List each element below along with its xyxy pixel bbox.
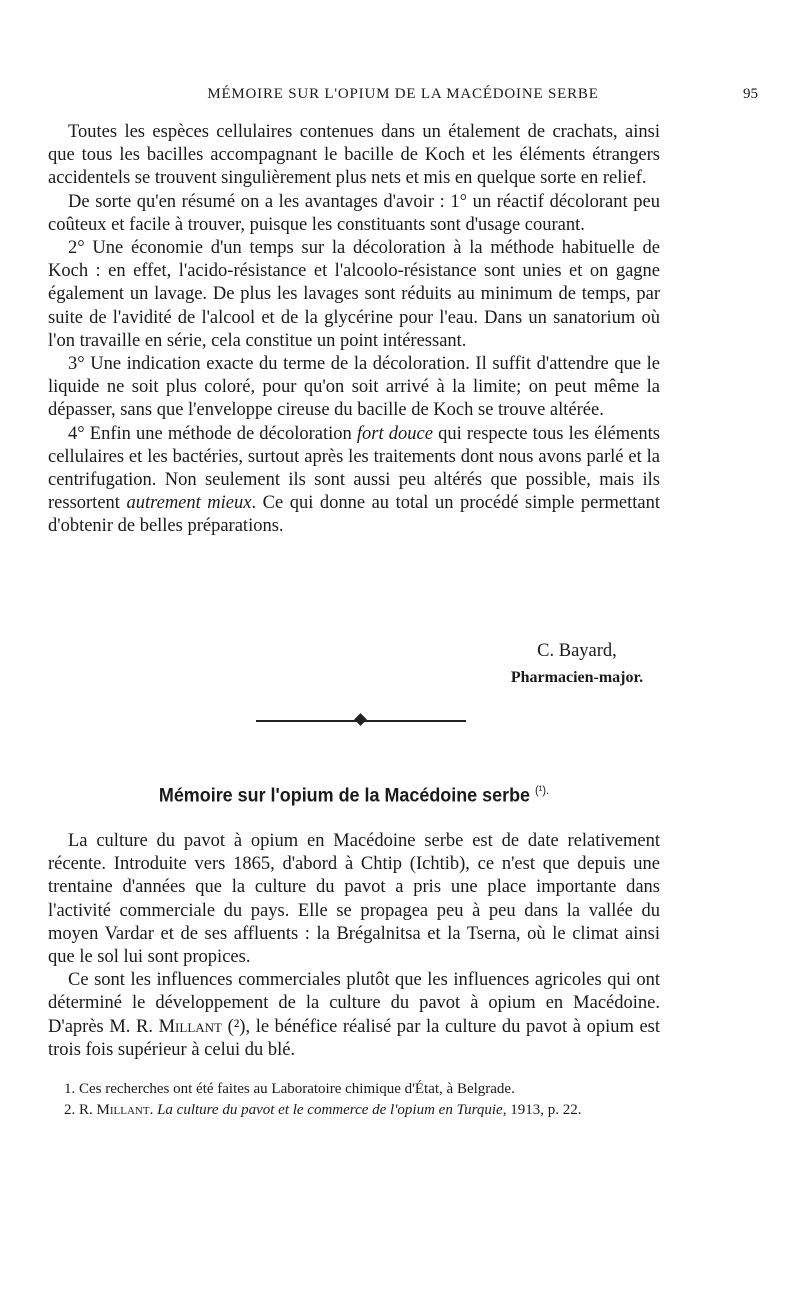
footnote-2 [48,1100,660,1121]
paragraph: 3° Une indication exacte du terme de la décoloration. Il suffit d'attendre que le liquide ne soit plus coloré, pour qu'on soit arrivé à la limite; on peut même la dépasser, sans que l'enveloppe cireuse du bacille de Koch se trouve altérée. [48,354,660,421]
text-run: 4° Enfin une méthode de décoloration [68,423,357,444]
paragraph [48,969,660,1062]
paragraph: 2° Une économie d'un temps sur la décoloration à la méthode habituelle de Koch : en effet, l'acido-résistance et l'alcoolo-résistance sont unies et on gagne également un lavage. De plus les lavages sont réduits au minimum de temps, par suite de l'avidité de l'alcool et de la glycérine pour l'eau. Dans un sanatorium où l'on travaille en série, cela constitue un point intéressant. [48,238,660,351]
footnotes [48,1079,660,1121]
footnote-1: 1. Ces recherches ont été faites au Laboratoire chimique d'État, à Belgrade. [64,1081,515,1097]
running-header [48,86,758,110]
article-title-text: Mémoire sur l'opium de la Macédoine serbe [158,784,531,807]
text-run: 2. R. [64,1102,97,1118]
paragraph: La culture du pavot à opium en Macédoine serbe est de date relativement récente. Introduite vers 1865, d'abord à Chtip (Ichtib), ce n'est que depuis une trentaine d'années que la culture du pavot a pris une place importante dans l'activité commerciale du pays. Elle se propagea peu à peu dans la vallée du moyen Vardar et de ses affluents : la Brégalnitsa et la Tserna, où le climat ainsi que le sol lui sont propices. [48,831,660,968]
body-section-1 [48,121,660,539]
signature-title: Pharmacien-major. [510,669,644,686]
body-section-2 [48,830,660,1062]
page-number: 95 [743,86,758,102]
text-run: . [149,1102,158,1118]
author-name: Millant [158,1016,222,1037]
text-run: qui respecte tous les éléments cellulaires et les bactéries, surtout après les traitements dont nous avons parlé et la centrifugation. Non seulement ils sont aussi peu altérés que possible, mais ils ressortent [48,423,661,514]
diamond-ornament-icon [354,713,367,726]
paragraph: Toutes les espèces cellulaires contenues dans un étalement de crachats, ainsi que tous les bacilles accompagnant le bacille de Koch et les éléments étrangers accidentels se trouvent singulièrement plus nets et mis en quelque sorte en relief. [48,122,660,189]
text-run: , 1913, p. 22. [502,1102,582,1118]
section-divider [256,711,466,731]
author-name: Millant [96,1102,150,1118]
paragraph: De sorte qu'en résumé on a les avantages d'avoir : 1° un réactif décolorant peu coûteux et facile à trouver, puisque les constituants sont d'usage courant. [48,191,660,235]
italic-text: La culture du pavot et le commerce de l'opium en Turquie [157,1102,503,1118]
signature-name: C. Bayard, [537,641,617,661]
text-run: . Ce qui donne au total un procédé simple permettant d'obtenir de belles préparations. [48,493,660,537]
text-run: (²), le bénéfice réalisé par la culture du pavot à opium est trois fois supérieur à celui du blé. [48,1016,661,1060]
paragraph [48,423,660,539]
italic-text: autrement mieux [126,493,252,514]
italic-text: fort douce [356,423,433,444]
footnote-ref: (¹). [535,783,550,797]
running-title: MÉMOIRE SUR L'OPIUM DE LA MACÉDOINE SERBE [207,86,599,102]
text-run: Ce sont les influences commerciales plutôt que les influences agricoles qui ont déterminé le développement de la culture du pavot à opium en Macédoine. D'après M. R. [48,970,660,1037]
article-title [72,783,635,808]
